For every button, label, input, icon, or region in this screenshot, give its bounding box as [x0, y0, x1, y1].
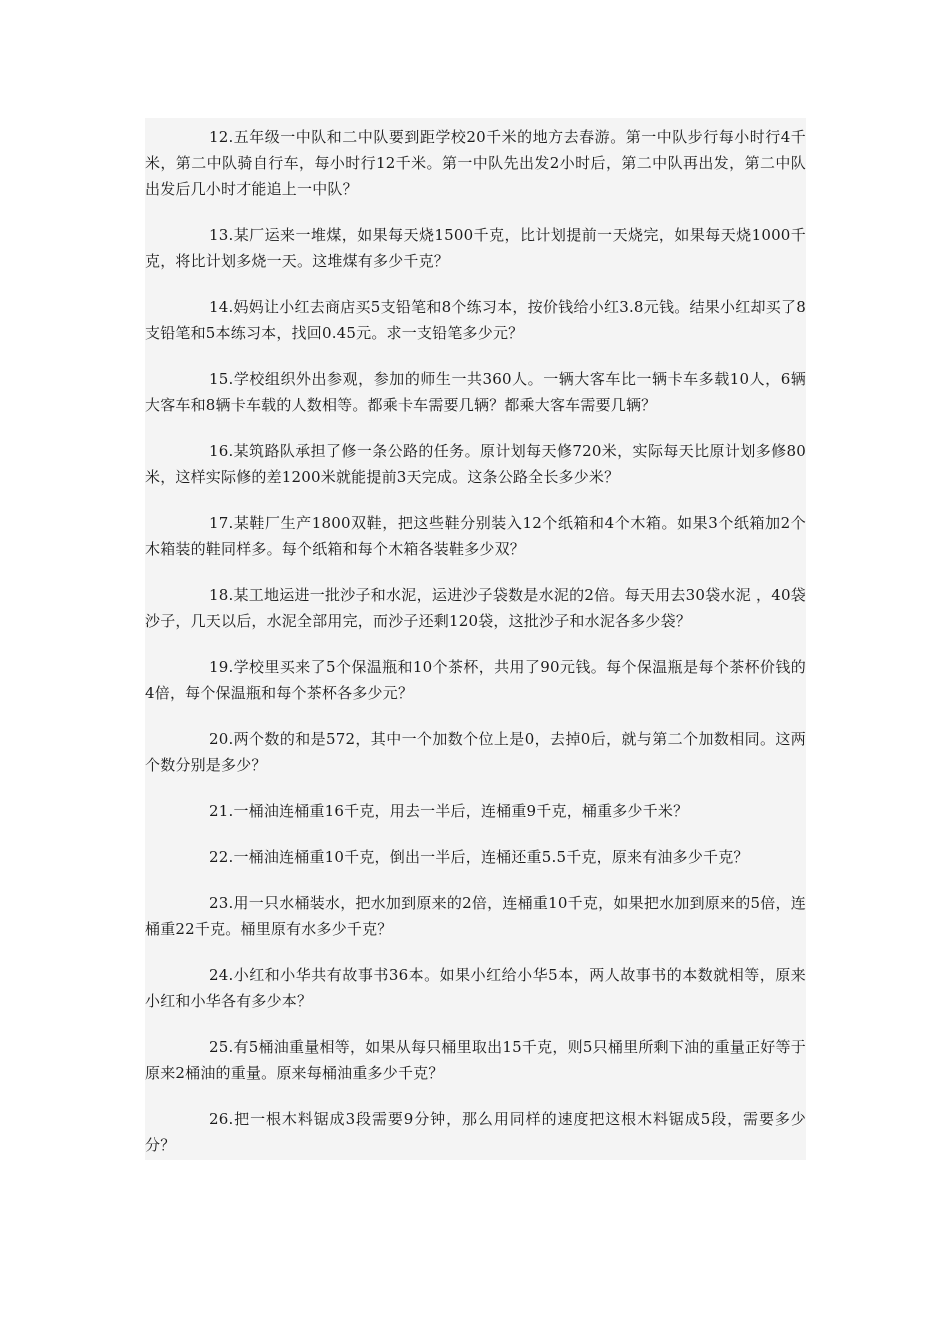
problem-13: [145, 222, 806, 274]
problem-23: [145, 890, 806, 942]
problem-text: 某鞋厂生产1800双鞋，把这些鞋分别装入12个纸箱和4个木箱。如果3个纸箱加2个木箱装的鞋同样多。每个纸箱和每个木箱各装鞋多少双？: [145, 514, 806, 558]
problem-25: [145, 1034, 806, 1086]
problem-text: 学校里买来了5个保温瓶和10个茶杯，共用了90元钱。每个保温瓶是每个茶杯价钱的4倍，每个保温瓶和每个茶杯各多少元？: [145, 658, 806, 702]
problem-number: 22.: [209, 848, 234, 866]
problem-15: [145, 366, 806, 418]
problem-14: [145, 294, 806, 346]
problem-number: 26.: [209, 1110, 234, 1128]
problem-text: 有5桶油重量相等，如果从每只桶里取出15千克，则5只桶里所剩下油的重量正好等于原来2桶油的重量。原来每桶油重多少千克？: [145, 1038, 806, 1082]
problem-text: 两个数的和是572，其中一个加数个位上是0，去掉0后，就与第二个加数相同。这两个数分别是多少？: [145, 730, 806, 774]
problem-text: 学校组织外出参观，参加的师生一共360人。一辆大客车比一辆卡车多载10人，6辆大客车和8辆卡车载的人数相等。都乘卡车需要几辆？都乘大客车需要几辆？: [145, 370, 806, 414]
problem-text: 用一只水桶装水，把水加到原来的2倍，连桶重10千克，如果把水加到原来的5倍，连桶重22千克。桶里原有水多少千克？: [145, 894, 806, 938]
problem-number: 18.: [209, 586, 234, 604]
problem-number: 21.: [209, 802, 234, 820]
problem-text: 某厂运来一堆煤，如果每天烧1500千克，比计划提前一天烧完，如果每天烧1000千克，将比计划多烧一天。这堆煤有多少千克？: [145, 226, 806, 270]
problem-number: 15.: [209, 370, 234, 388]
problem-number: 17.: [209, 514, 234, 532]
problem-17: [145, 510, 806, 562]
problem-number: 23.: [209, 894, 234, 912]
problem-21: [145, 798, 806, 824]
problem-19: [145, 654, 806, 706]
problem-text: 五年级一中队和二中队要到距学校20千米的地方去春游。第一中队步行每小时行4千米，第二中队骑自行车，每小时行12千米。第一中队先出发2小时后，第二中队再出发，第二中队出发后几小时才能追上一中队？: [145, 128, 806, 198]
problem-number: 13.: [209, 226, 234, 244]
problem-26: [145, 1106, 806, 1158]
problem-20: [145, 726, 806, 778]
problem-22: [145, 844, 806, 870]
problem-24: [145, 962, 806, 1014]
problem-text: 某工地运进一批沙子和水泥，运进沙子袋数是水泥的2倍。每天用去30袋水泥 ，40袋沙子，几天以后，水泥全部用完，而沙子还剩120袋，这批沙子和水泥各多少袋？: [145, 586, 806, 630]
problem-number: 12.: [209, 128, 234, 146]
problem-text: 一桶油连桶重16千克，用去一半后，连桶重9千克，桶重多少千米？: [233, 802, 689, 820]
problem-list: [145, 118, 806, 1160]
problem-number: 19.: [209, 658, 234, 676]
problem-text: 把一根木料锯成3段需要9分钟，那么用同样的速度把这根木料锯成5段，需要多少分？: [145, 1110, 806, 1154]
problem-number: 24.: [209, 966, 234, 984]
problem-18: [145, 582, 806, 634]
problem-text: 小红和小华共有故事书36本。如果小红给小华5本，两人故事书的本数就相等，原来小红和小华各有多少本？: [145, 966, 806, 1010]
problem-text: 妈妈让小红去商店买5支铅笔和8个练习本，按价钱给小红3.8元钱。结果小红却买了8支铅笔和5本练习本，找回0.45元。求一支铅笔多少元？: [145, 298, 806, 342]
problem-text: 某筑路队承担了修一条公路的任务。原计划每天修720米，实际每天比原计划多修80米，这样实际修的差1200米就能提前3天完成。这条公路全长多少米？: [145, 442, 806, 486]
problem-text: 一桶油连桶重10千克，倒出一半后，连桶还重5.5千克，原来有油多少千克？: [233, 848, 749, 866]
problem-number: 14.: [209, 298, 234, 316]
problem-number: 25.: [209, 1038, 234, 1056]
problem-12: [145, 124, 806, 202]
problem-number: 20.: [209, 730, 234, 748]
problem-number: 16.: [209, 442, 234, 460]
problem-16: [145, 438, 806, 490]
